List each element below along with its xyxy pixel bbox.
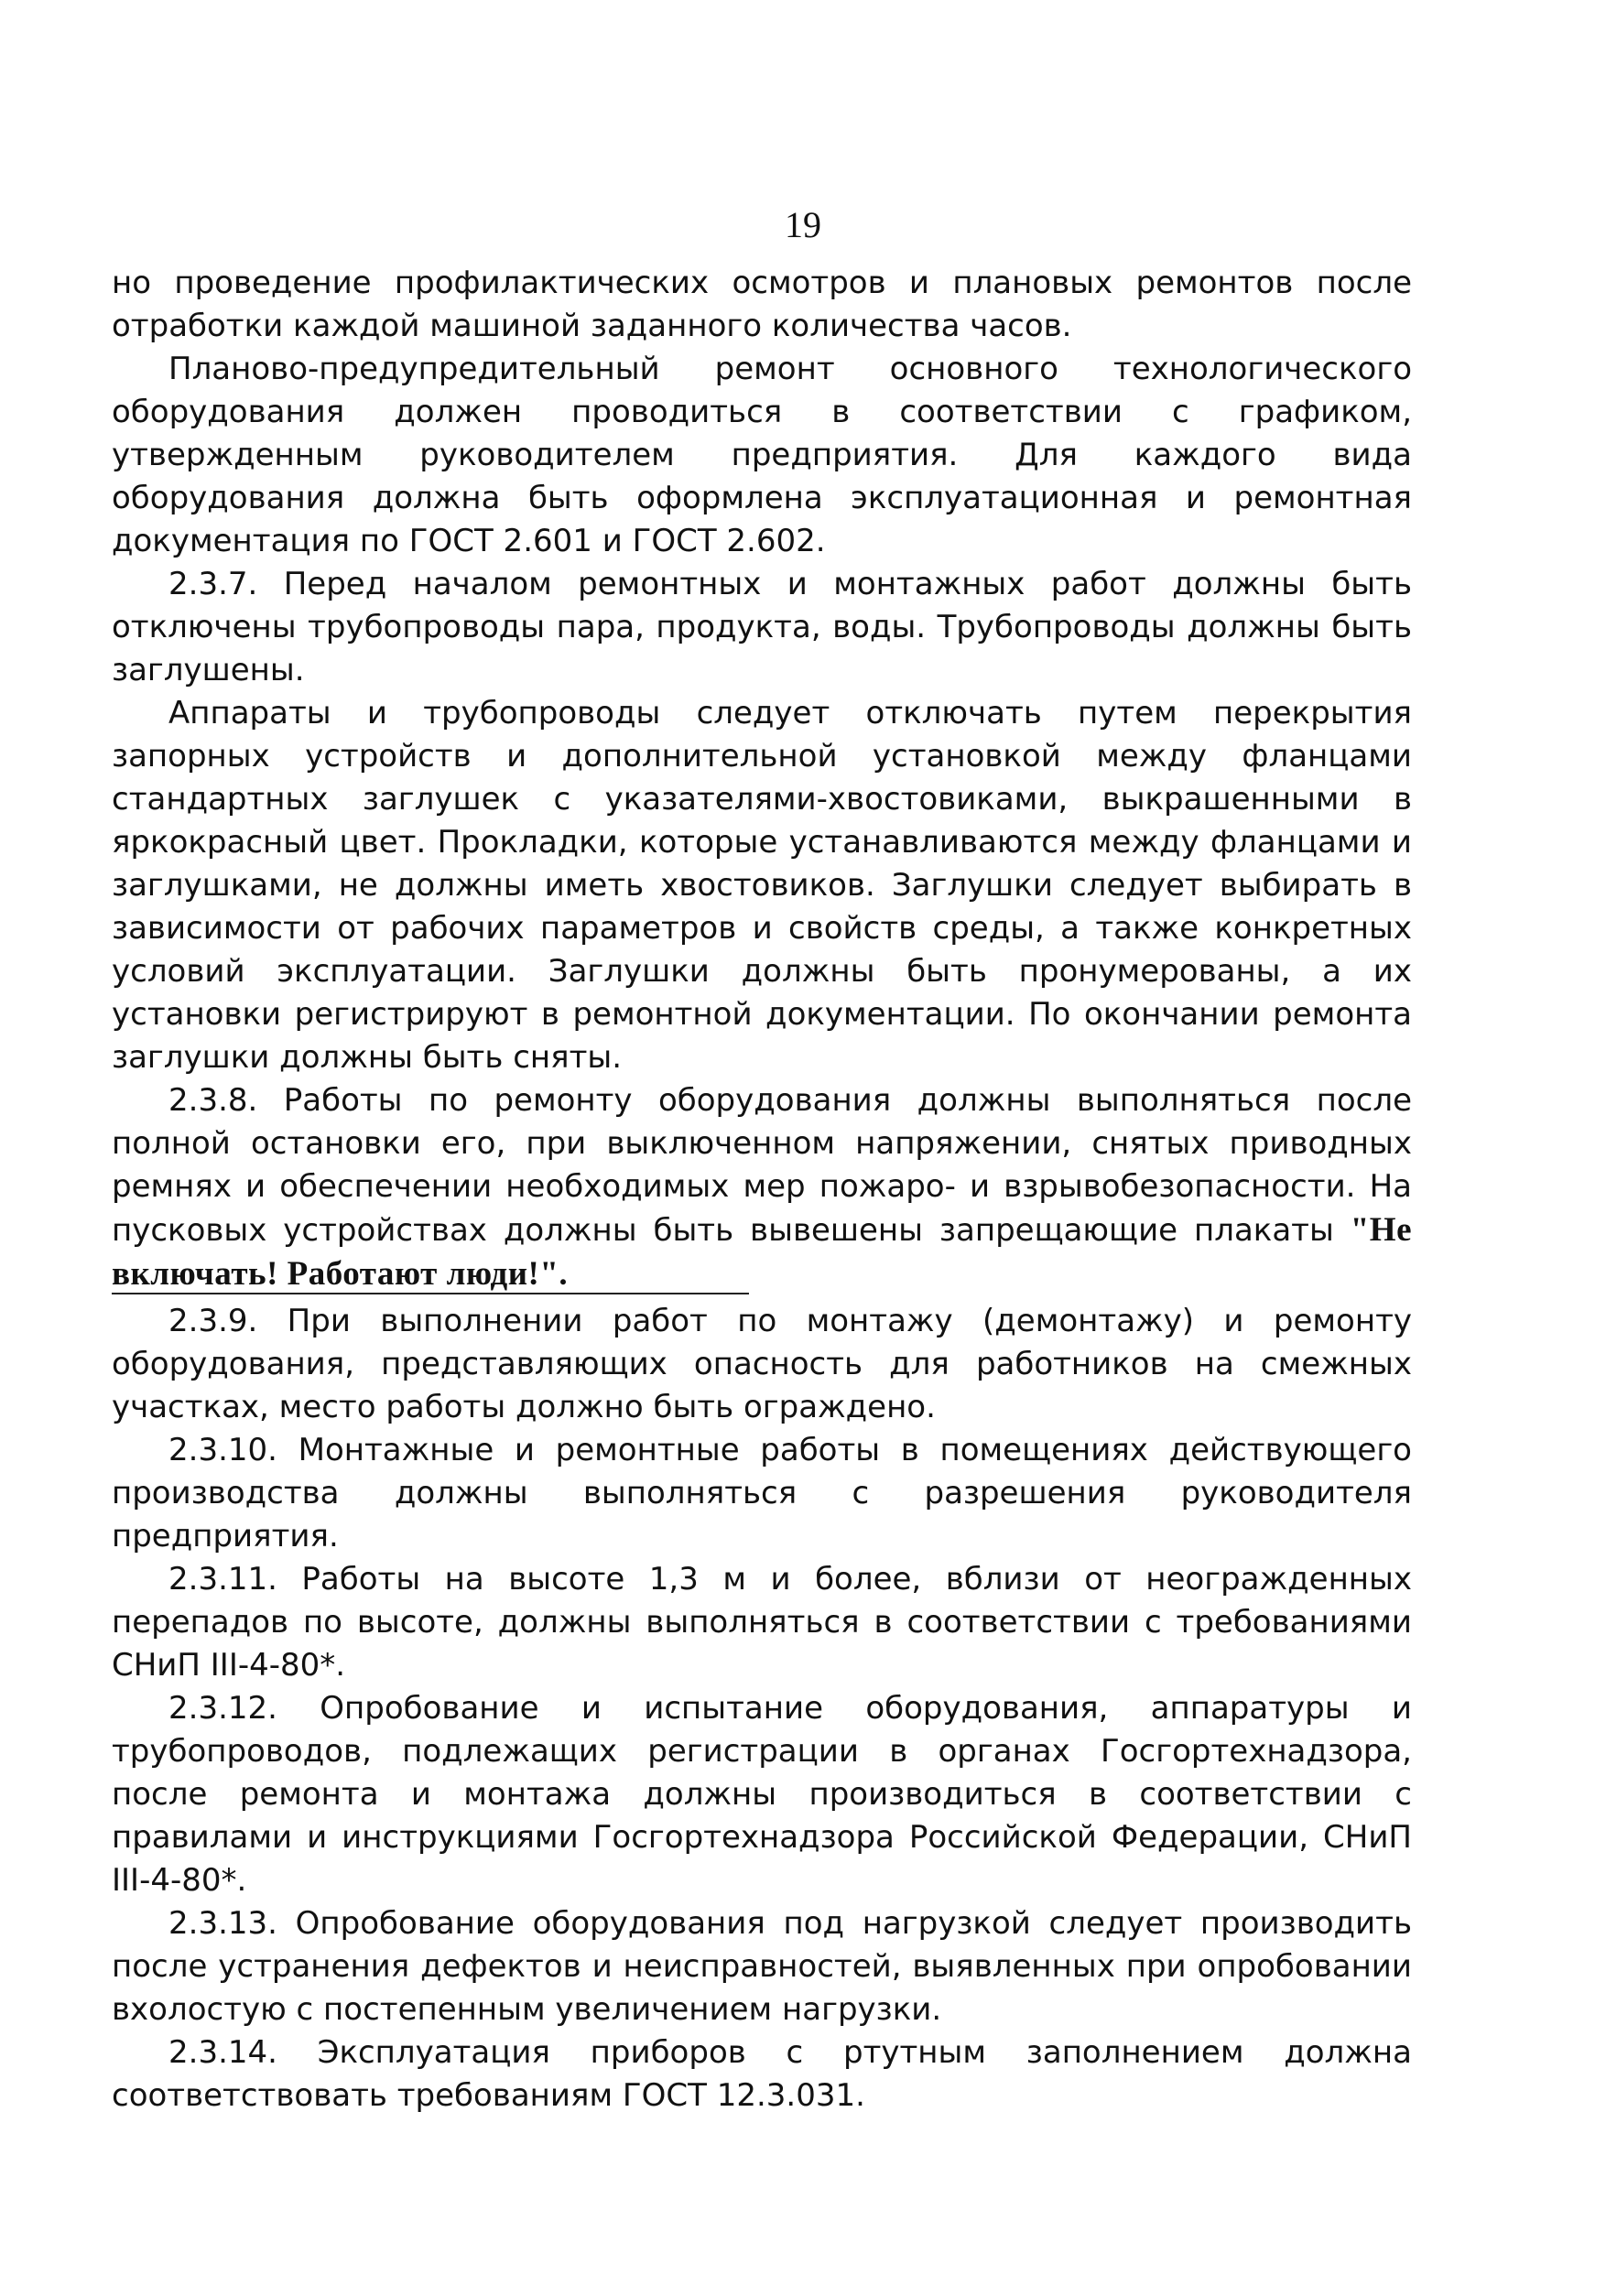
paragraph-planned-maintenance: Планово-предупредительный ремонт основного технологического оборудования должен проводиться в соответствии с графиком, утвержденным руководителем предприятия. Для каждого вида оборудования должна быть оформлена эксплуатационная и ремонтная документация по ГОСТ 2.601 и ГОСТ 2.602. <box>112 351 1412 559</box>
body-text <box>112 262 1412 2117</box>
warning-sign-text: "Не включать! Работают люди!". <box>112 1211 1412 1293</box>
paragraph-2-3-7: 2.3.7. Перед началом ремонтных и монтажных работ должны быть отключены трубопроводы пара, продукта, воды. Трубопроводы должны быть заглушены. <box>112 566 1412 688</box>
paragraph-2-3-11: 2.3.11. Работы на высоте 1,3 м и более, вблизи от неогражденных перепадов по высоте, должны выполняться в соответствии с требованиями СНиП III-4-80*. <box>112 1561 1412 1684</box>
paragraph-2-3-8-text: 2.3.8. Работы по ремонту оборудования должны выполняться после полной остановки его, при выключенном напряжении, снятых приводных ремнях и обеспечении необходимых мер пожаро- и взрывобезопасности. На пусковых устройствах должны быть вывешены запрещающие плакаты <box>112 1082 1412 1249</box>
paragraph-plugs: Аппараты и трубопроводы следует отключать путем перекрытия запорных устройств и дополнительной установкой между фланцами стандартных заглушек с указателями-хвостовиками, выкрашенными в яркокрасный цвет. Прокладки, которые устанавливаются между фланцами и заглушками, не должны иметь хвостовиков. Заглушки следует выбирать в зависимости от рабочих параметров и свойств среды, а также конкретных условий эксплуатации. Заглушки должны быть пронумерованы, а их установки регистрируют в ремонтной документации. По окончании ремонта заглушки должны быть сняты. <box>112 695 1412 1076</box>
paragraph-2-3-13: 2.3.13. Опробование оборудования под нагрузкой следует производить после устранения дефектов и неисправностей, выявленных при опробовании вхолостую с постепенным увеличением нагрузки. <box>112 1905 1412 2028</box>
paragraph-2-3-9: 2.3.9. При выполнении работ по монтажу (демонтажу) и ремонту оборудования, представляющих опасность для работников на смежных участках, место работы должно быть ограждено. <box>112 1303 1412 1425</box>
paragraph-2-3-12: 2.3.12. Опробование и испытание оборудования, аппаратуры и трубопроводов, подлежащих регистрации в органах Госгортехнадзора, после ремонта и монтажа должны производиться в соответствии с правилами и инструкциями Госгортехнадзора Российской Федерации, СНиП III-4-80*. <box>112 1690 1412 1899</box>
paragraph-2-3-8 <box>112 1079 1412 1296</box>
paragraph-continuation: но проведение профилактических осмотров и плановых ремонтов после отработки каждой машиной заданного количества часов. <box>112 265 1412 344</box>
page-number: 19 <box>785 204 821 245</box>
paragraph-2-3-10: 2.3.10. Монтажные и ремонтные работы в помещениях действующего производства должны выполняться с разрешения руководителя предприятия. <box>112 1432 1412 1554</box>
paragraph-2-3-14: 2.3.14. Эксплуатация приборов с ртутным заполнением должна соответствовать требованиям ГОСТ 12.3.031. <box>112 2034 1412 2114</box>
